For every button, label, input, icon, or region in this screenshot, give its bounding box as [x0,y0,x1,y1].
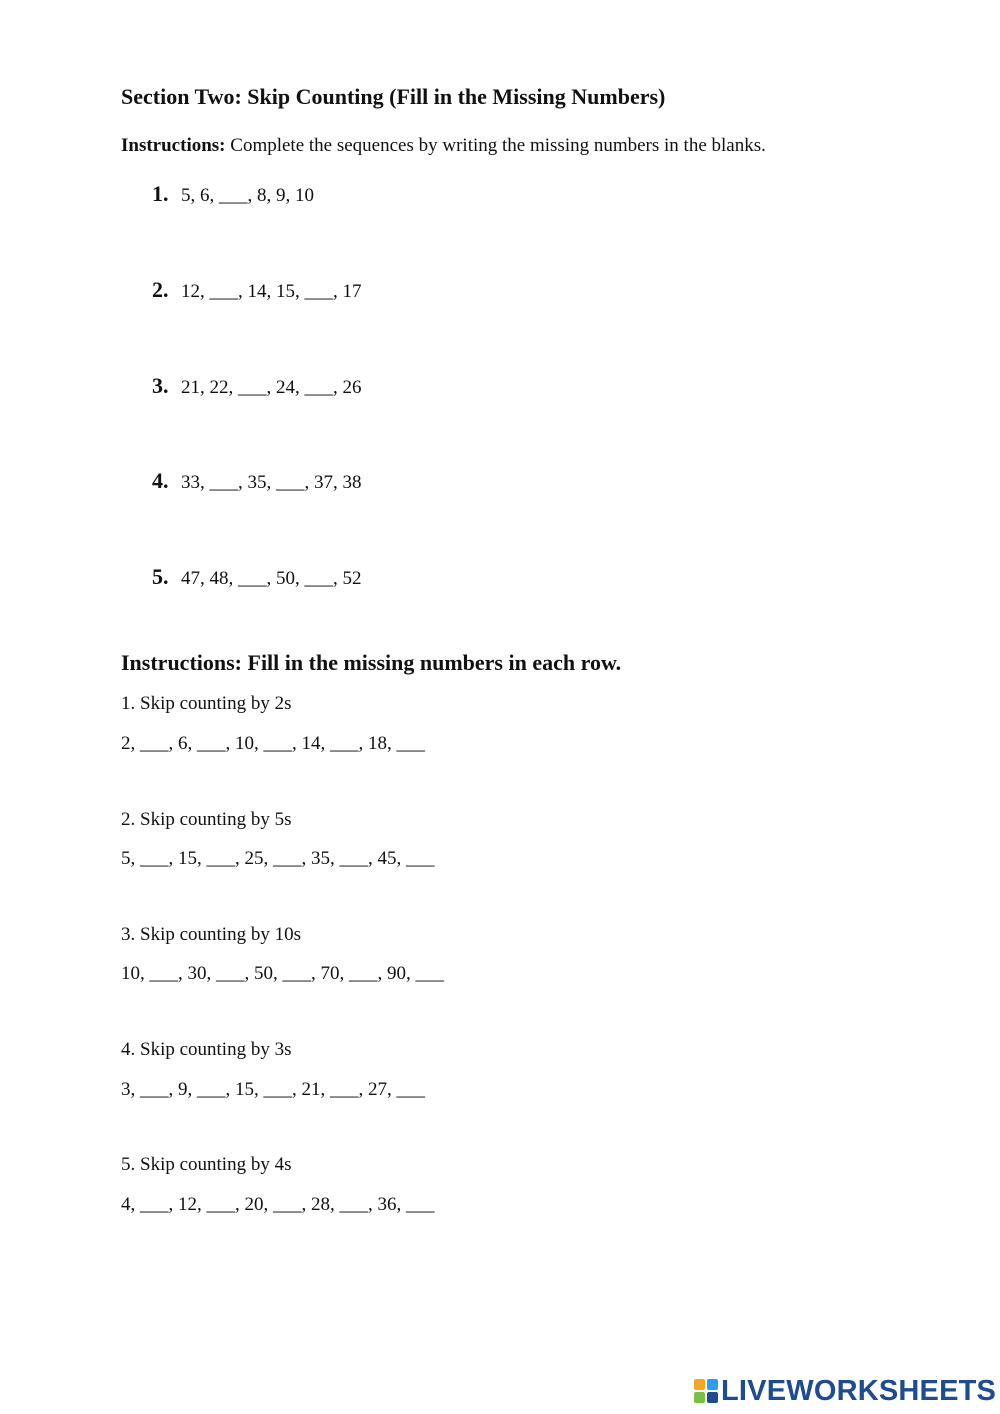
item-number: 2. [152,277,169,302]
instructions-text: Complete the sequences by writing the missing numbers in the blanks. [225,135,766,156]
sequence-item-2 [152,277,362,303]
sequence-item-3 [152,373,362,399]
instructions [121,135,766,157]
item-sequence: 33, ___, 35, ___, 37, 38 [181,472,362,493]
row-sequence-5: 4, ___, 12, ___, 20, ___, 28, ___, 36, ___ [121,1194,435,1215]
item-number: 5. [152,564,169,589]
row-label-4: 4. Skip counting by 3s [121,1039,292,1060]
section-two-title: Instructions: Fill in the missing numbers in each row. [121,650,622,675]
row-label-3: 3. Skip counting by 10s [121,924,301,945]
item-number: 1. [152,181,169,206]
liveworksheets-logo-icon [693,1378,719,1404]
sequence-item-4 [152,468,362,494]
row-label-1: 1. Skip counting by 2s [121,693,292,714]
brand-name: LIVEWORKSHEETS [721,1374,997,1407]
row-sequence-1: 2, ___, 6, ___, 10, ___, 14, ___, 18, ___ [121,733,425,754]
row-label-5: 5. Skip counting by 4s [121,1154,292,1175]
item-number: 4. [152,468,169,493]
section-title: Section Two: Skip Counting (Fill in the Missing Numbers) [121,84,666,109]
row-sequence-3: 10, ___, 30, ___, 50, ___, 70, ___, 90, ___ [121,963,444,984]
instructions-label: Instructions: [121,135,226,156]
item-sequence: 21, 22, ___, 24, ___, 26 [181,377,362,398]
item-sequence: 5, 6, ___, 8, 9, 10 [181,185,314,206]
item-sequence: 12, ___, 14, 15, ___, 17 [181,281,362,302]
sequence-item-1 [152,181,314,207]
item-sequence: 47, 48, ___, 50, ___, 52 [181,568,362,589]
item-number: 3. [152,373,169,398]
row-sequence-4: 3, ___, 9, ___, 15, ___, 21, ___, 27, ___ [121,1079,425,1100]
row-label-2: 2. Skip counting by 5s [121,809,292,830]
liveworksheets-logo [693,1374,996,1408]
row-sequence-2: 5, ___, 15, ___, 25, ___, 35, ___, 45, ___ [121,848,435,869]
sequence-item-5 [152,564,362,590]
